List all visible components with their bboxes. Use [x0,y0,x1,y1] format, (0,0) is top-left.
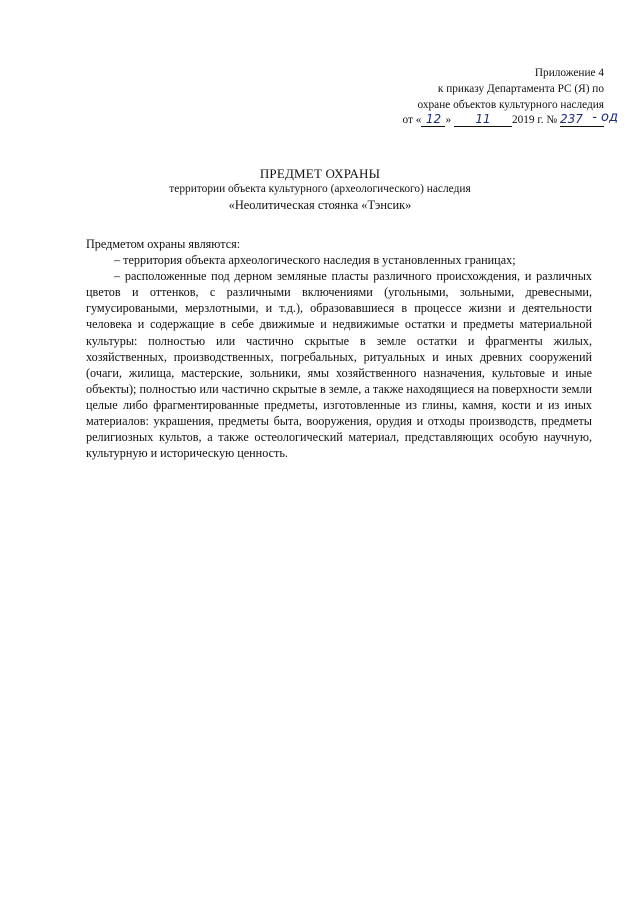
list-item-layers: – расположенные под дерном земляные пласты различного происхождения, и различных цветов и оттенков, с различными включениями (угольными, зольными, древесными, гумусироваными, мерзлотными, и т.д.), образовавшиеся в процессе жизни и деятельности человека и содержащие в себе движимые и недвижимые остатки и предметы материальной культуры: полностью или частично скрытые в земле остатки и фрагменты жилых, хозяйственных, производственных, погребальных, ритуальных и иных древних сооружений (очаги, жилища, мастерские, зольники, ямы хозяйственного назначения, культовые и иные объекты); полностью или частично скрытые в земле, а также находящиеся на поверхности земли целые либо фрагментированные предметы, изготовленные из глины, камня, кости и из иных материалов: украшения, предметы быта, вооружения, орудия и отходы производств, предметы религиозных культов, а также остеологический материал, представляющих особую научную, культурную и историческую ценность. [86,269,592,461]
list-item-territory: – территория объекта археологического наследия в установленных границах; [114,253,516,268]
month-blank [454,113,512,127]
appendix-order-reference: к приказу Департамента РС (Я) по [437,82,604,95]
appendix-department: охране объектов культурного наследия [417,98,604,111]
date-mid: » [445,114,452,127]
day-blank [421,113,445,127]
handwritten-day: 12 [425,112,442,127]
document-subtitle: территории объекта культурного (археологического) наследия [169,183,471,195]
appendix-header [344,66,618,129]
handwritten-month: 11 [475,112,491,127]
handwritten-order-number: 237 [560,112,583,127]
object-name: «Неолитическая стоянка «Тэнсик» [228,198,412,212]
title-block [0,166,640,213]
date-prefix: от « [402,114,422,127]
intro-text: Предметом охраны являются: [86,237,241,251]
appendix-number: Приложение 4 [534,67,604,79]
year-text: 2019 г. № [511,114,558,127]
handwritten-order-suffix: - од [592,110,618,126]
document-title: ПРЕДМЕТ ОХРАНЫ [259,166,381,181]
order-date-line [344,110,618,129]
document-body [86,236,592,461]
